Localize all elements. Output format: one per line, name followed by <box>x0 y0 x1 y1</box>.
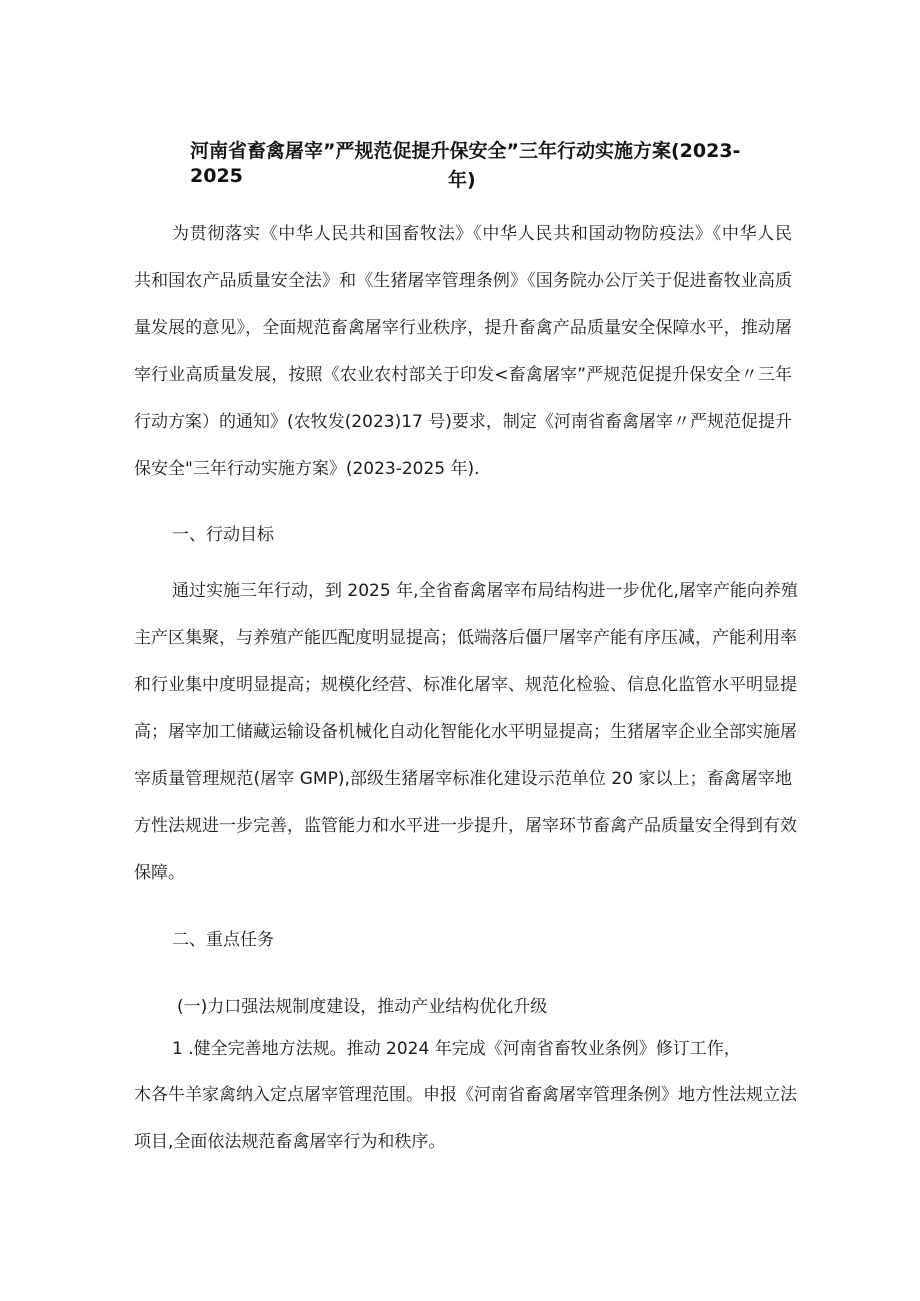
intro-line: 共和国农产品质量安全法》和《生猪屠宰管理条例》《国务院办公厅关于促进畜牧业高质 <box>134 271 792 291</box>
item1-line: 木各牛羊家禽纳入定点屠宰管理范围。申报《河南省畜禽屠宰管理条例》地方性法规立法 <box>134 1085 797 1105</box>
intro-line: 为贯彻落实《中华人民共和国畜牧法》《中华人民共和国动物防疫法》《中华人民 <box>172 224 792 244</box>
item1-line: 项目,全面依法规范畜禽屠宰行为和秩序。 <box>134 1132 446 1152</box>
section1-line: 通过实施三年行动，到 2025 年,全省畜禽屠宰布局结构进一步优化,屠宰产能向养殖 <box>172 581 798 601</box>
subsection1-heading: (一)力口强法规制度建设，推动产业结构优化升级 <box>177 997 548 1017</box>
item1-line: 1 .健全完善地方法规。推动 2024 年完成《河南省畜牧业条例》修订工作， <box>172 1039 741 1059</box>
section1-line: 主产区集聚，与养殖产能匹配度明显提高；低端落后僵尸屠宰产能有序压减，产能利用率 <box>134 628 797 648</box>
section1-line: 方性法规进一步完善，监管能力和水平进一步提升，屠宰环节畜禽产品质量安全得到有效 <box>134 816 797 836</box>
document-title-line1: 河南省畜禽屠宰”严规范促提升保安全”三年行动实施方案(2023-2025 <box>190 140 741 187</box>
section1-line: 宰质量管理规范(屠宰 GMP),部级生猪屠宰标准化建设示范单位 20 家以上；畜禽屠宰地 <box>134 769 792 789</box>
intro-line: 保安全"三年行动实施方案》(2023-2025 年). <box>134 459 480 479</box>
section1-line: 高；屠宰加工储藏运输设备机械化自动化智能化水平明显提高；生猪屠宰企业全部实施屠 <box>134 722 797 742</box>
intro-line: 宰行业高质量发展，按照《农业农村部关于印发<畜禽屠宰”严规范促提升保安全〃三年 <box>134 365 792 385</box>
intro-line: 量发展的意见》，全面规范畜禽屠宰行业秩序，提升畜禽产品质量安全保障水平，推动屠 <box>134 318 792 338</box>
document-title-line2: 年) <box>448 169 476 191</box>
section2-heading: 二、重点任务 <box>172 930 274 950</box>
section1-line: 和行业集中度明显提高；规模化经营、标准化屠宰、规范化检验、信息化监管水平明显提 <box>134 675 797 695</box>
section1-line: 保障。 <box>134 863 185 883</box>
section1-heading: 一、行动目标 <box>172 525 274 545</box>
intro-line: 行动方案）的通知》(农牧发(2023)17 号)要求，制定《河南省畜禽屠宰〃严规范促提升 <box>134 412 792 432</box>
